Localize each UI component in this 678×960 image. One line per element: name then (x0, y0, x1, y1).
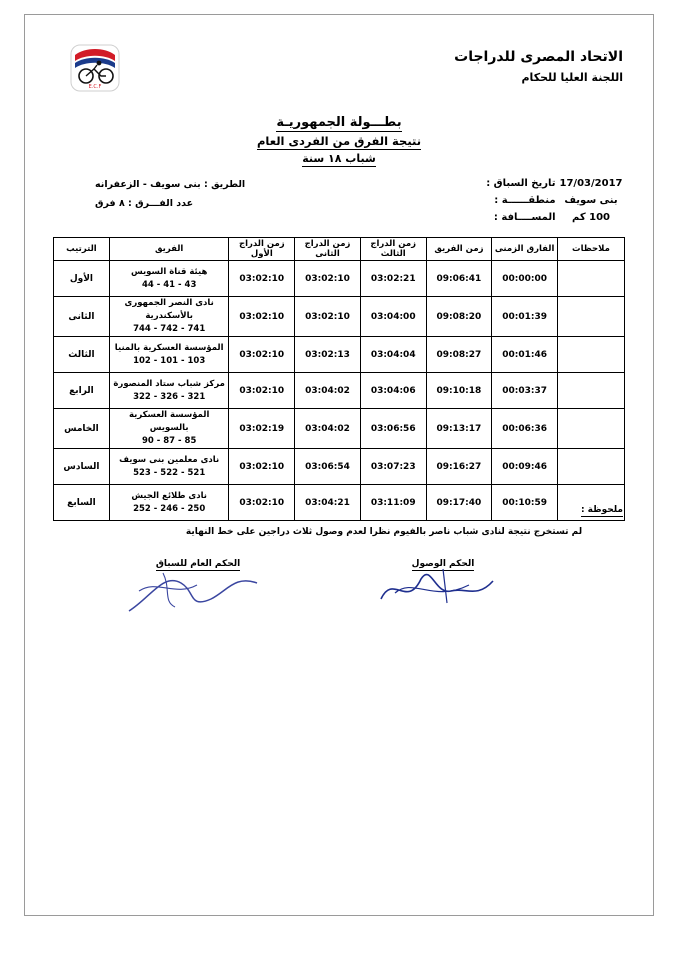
cell-rider2-time: 03:02:13 (295, 337, 361, 373)
team-numbers: 321 - 326 - 322 (133, 391, 206, 402)
cell-rider3-time: 03:06:56 (360, 409, 426, 449)
team-name: نادى معلمين بنى سويف (119, 454, 220, 465)
cell-gap: 00:09:46 (492, 449, 558, 485)
cell-team-time: 09:17:40 (426, 485, 492, 521)
header-rider2-time: زمن الدراج الثانى (295, 238, 361, 261)
cell-gap: 00:10:59 (492, 485, 558, 521)
meta-team-count: عدد الفـــرق : ٨ فرق (95, 198, 194, 209)
race-meta-right (486, 175, 623, 226)
cell-rider2-time: 03:04:21 (295, 485, 361, 521)
cell-rider3-time: 03:02:21 (360, 261, 426, 297)
cell-rider1-time: 03:02:10 (229, 449, 295, 485)
cell-notes (557, 373, 624, 409)
results-table (53, 237, 625, 521)
table-row (54, 337, 625, 373)
header-rider3-time: زمن الدراج الثالث (360, 238, 426, 261)
remarks-text: لم تستخرج نتيجة لنادى شباب ناصر بالفيوم نظرا لعدم وصول ثلاث دراجين على خط النهاية (185, 527, 583, 537)
cell-rank: السادس (54, 449, 110, 485)
header-team: الفريق (109, 238, 229, 261)
table-row (54, 409, 625, 449)
cell-notes (557, 449, 624, 485)
cell-rider1-time: 03:02:10 (229, 373, 295, 409)
cell-rank: الثانى (54, 297, 110, 337)
cell-rider3-time: 03:04:04 (360, 337, 426, 373)
header-rider1-time: زمن الدراج الأول (229, 238, 295, 261)
cell-team-time: 09:10:18 (426, 373, 492, 409)
cell-notes (557, 261, 624, 297)
signature-title-finish-judge: الحكم الوصول (411, 559, 475, 569)
cell-team (109, 297, 229, 337)
cell-rider1-time: 03:02:19 (229, 409, 295, 449)
team-numbers: 741 - 742 - 744 (133, 324, 206, 334)
team-name: مركز شباب ستاد المنصورة (113, 378, 225, 389)
cell-rider2-time: 03:06:54 (295, 449, 361, 485)
team-name: المؤسسة العسكرية بالسويس (128, 410, 210, 433)
cell-team-time: 09:13:17 (426, 409, 492, 449)
document-title (25, 115, 653, 165)
cell-rider3-time: 03:04:00 (360, 297, 426, 337)
cell-team-time: 09:08:20 (426, 297, 492, 337)
cell-rank: الخامس (54, 409, 110, 449)
team-name: نادى النصر الجمهورى بالأسكندرية (124, 298, 214, 321)
cell-rider3-time: 03:07:23 (360, 449, 426, 485)
team-numbers: 85 - 87 - 90 (141, 436, 197, 446)
team-name: المؤسسة العسكرية بالمنيا (114, 342, 224, 353)
table-row (54, 261, 625, 297)
cell-team (109, 485, 229, 521)
committee-name: اللجنة العليا للحكام (521, 71, 623, 84)
cell-team (109, 337, 229, 373)
race-meta-left (95, 175, 245, 213)
cell-gap: 00:03:37 (492, 373, 558, 409)
cell-rider2-time: 03:04:02 (295, 373, 361, 409)
cell-team (109, 409, 229, 449)
title-line-1: بطـــولة الجمهوريـة (276, 115, 402, 130)
team-numbers: 103 - 101 - 102 (133, 355, 206, 366)
cell-team-time: 09:16:27 (426, 449, 492, 485)
svg-text:E.C.F: E.C.F (88, 84, 102, 90)
cell-team (109, 261, 229, 297)
cell-rider1-time: 03:02:10 (229, 297, 295, 337)
table-row (54, 485, 625, 521)
cell-notes (557, 337, 624, 373)
team-numbers: 250 - 246 - 252 (133, 503, 206, 514)
meta-row-region (486, 192, 623, 209)
meta-route: الطريق : بنى سويف - الزعفرانه (95, 179, 246, 190)
meta-row-distance (486, 209, 623, 226)
title-line-3: شباب ١٨ سنة (302, 152, 376, 165)
table-header-row (54, 238, 625, 261)
cell-rider2-time: 03:04:02 (295, 409, 361, 449)
cell-rider2-time: 03:02:10 (295, 261, 361, 297)
document-sheet (24, 14, 654, 916)
cell-rider1-time: 03:02:10 (229, 485, 295, 521)
team-name: نادى طلائع الجيش (131, 490, 207, 501)
remarks-label: ملحوظة : (580, 505, 623, 515)
cell-rank: الرابع (54, 373, 110, 409)
cell-rider2-time: 03:02:10 (295, 297, 361, 337)
cell-team-time: 09:08:27 (426, 337, 492, 373)
cell-team (109, 373, 229, 409)
cell-rider1-time: 03:02:10 (229, 337, 295, 373)
meta-row-date (486, 175, 623, 192)
federation-titles (454, 49, 623, 84)
cell-gap: 00:01:46 (492, 337, 558, 373)
cell-team-time: 09:06:41 (426, 261, 492, 297)
signature-title-chief-judge: الحكم العام للسباق (155, 559, 241, 569)
table-row (54, 373, 625, 409)
signature-mark-chief-judge (123, 567, 273, 623)
header-gap: الفارق الزمنى (492, 238, 558, 261)
cell-rank: الثالث (54, 337, 110, 373)
cell-rank: السابع (54, 485, 110, 521)
cell-gap: 00:00:00 (492, 261, 558, 297)
meta-value-region: بنى سويف (564, 195, 618, 206)
federation-logo-icon (61, 43, 129, 93)
title-line-2: نتيجة الفرق من الفردى العام (256, 134, 422, 148)
cell-notes (557, 409, 624, 449)
team-numbers: 521 - 522 - 523 (133, 467, 206, 478)
signature-mark-finish-judge (373, 563, 503, 613)
cell-team (109, 449, 229, 485)
table-body (54, 261, 625, 521)
cell-rider3-time: 03:11:09 (360, 485, 426, 521)
team-name: هيئة قناة السويس (130, 266, 208, 277)
cell-gap: 00:06:36 (492, 409, 558, 449)
header-team-time: زمن الفريق (426, 238, 492, 261)
federation-name: الاتحاد المصرى للدراجات (454, 49, 623, 65)
cell-gap: 00:01:39 (492, 297, 558, 337)
cell-rank: الأول (54, 261, 110, 297)
meta-label-date: تاريخ السباق : (486, 178, 556, 189)
table-row (54, 297, 625, 337)
meta-value-distance: 100 كم (571, 212, 610, 223)
cell-rider1-time: 03:02:10 (229, 261, 295, 297)
meta-value-date: 17/03/2017 (559, 178, 623, 189)
team-numbers: 43 - 41 - 44 (141, 279, 197, 290)
meta-label-distance: المســــافة : (493, 212, 556, 223)
table-row (54, 449, 625, 485)
meta-label-region: منطقــــــة : (494, 195, 556, 206)
header-notes: ملاحظات (557, 238, 624, 261)
cell-notes (557, 297, 624, 337)
header-rank: الترتيب (54, 238, 110, 261)
document-header (25, 43, 653, 113)
cell-rider3-time: 03:04:06 (360, 373, 426, 409)
